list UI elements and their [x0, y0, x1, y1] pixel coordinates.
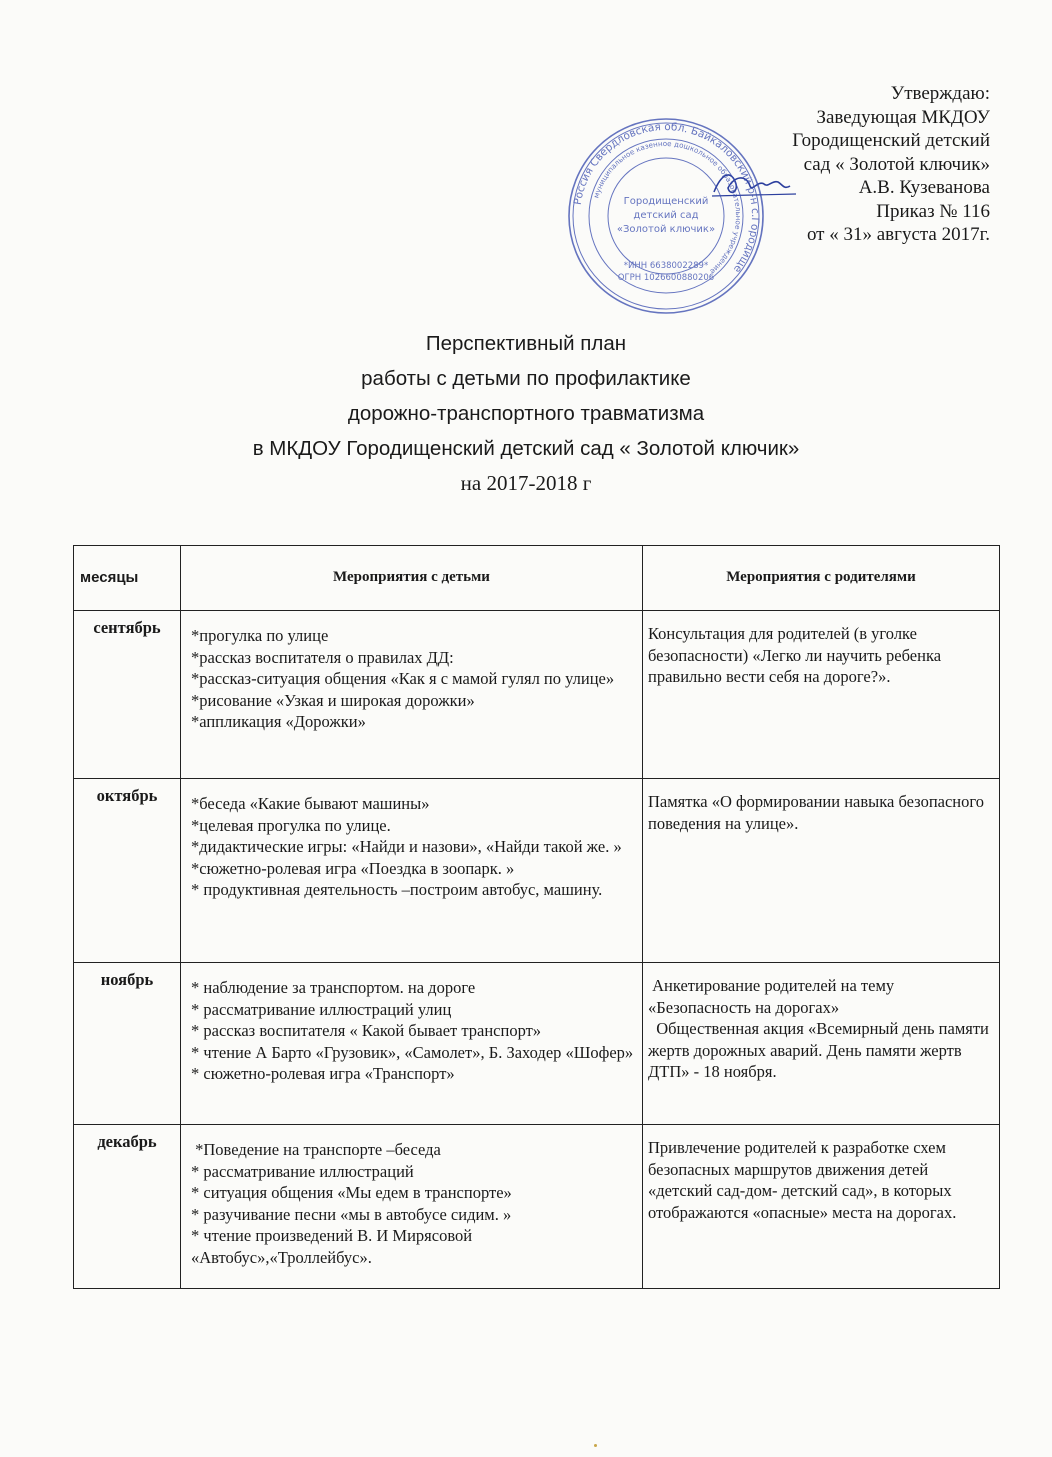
kids-activity: * наблюдение за транспортом. на дороге	[191, 978, 476, 997]
month-cell: ноябрь	[74, 963, 181, 1125]
month-cell: декабрь	[74, 1125, 181, 1289]
kids-activity: *рассказ-ситуация общения «Как я с мамой гулял по улице»	[191, 669, 615, 688]
kids-activity: *рассказ воспитателя о правилах ДД:	[191, 647, 454, 667]
kids-activity: * чтение произведений В. И Мирясовой «Автобус»,«Троллейбус».	[191, 1226, 473, 1267]
title-line-4: в МКДОУ Городищенский детский сад « Золотой ключик»	[252, 437, 800, 460]
kids-activities-cell	[181, 1125, 643, 1289]
approval-order-number: Приказ № 116	[876, 200, 990, 222]
kids-activity: * чтение А Барто «Грузовик», «Самолет», Б. Заходер «Шофер»	[191, 1042, 634, 1062]
parents-activity: Анкетирование родителей на тему «Безопасность на дорогах»	[648, 976, 899, 1017]
kids-activity: * сюжетно-ролевая игра «Транспорт»	[191, 1064, 455, 1083]
table-row	[74, 963, 1000, 1125]
header-months: месяцы	[74, 546, 181, 611]
scan-speck	[594, 1444, 597, 1447]
kids-activity: *целевая прогулка по улице.	[191, 815, 391, 835]
kids-activity: * ситуация общения «Мы едем в транспорте»	[191, 1183, 512, 1202]
parents-activities-cell	[643, 963, 1000, 1125]
kids-activity: *беседа «Какие бывают машины»	[191, 794, 430, 813]
kids-activity: *Поведение на транспорте –беседа	[191, 1140, 441, 1159]
stamp-outer-text: Россия Свердловская обл. Байкаловский р-н с.Городище	[571, 120, 762, 275]
kids-activities-cell	[181, 779, 643, 963]
parents-activities-cell	[643, 611, 1000, 779]
stamp-center-line-1: Городищенский	[623, 196, 709, 207]
month-cell: октябрь	[74, 779, 181, 963]
month-cell: сентябрь	[74, 611, 181, 779]
table-row	[74, 611, 1000, 779]
parents-activities-cell	[643, 1125, 1000, 1289]
table-header-row	[74, 546, 1000, 611]
document-title	[0, 326, 1052, 501]
plan-table	[73, 545, 1000, 1289]
kids-activity: *прогулка по улице	[191, 626, 329, 645]
approval-heading: Утверждаю:	[890, 83, 990, 104]
svg-text:муниципальное казенное дошколь	[591, 139, 743, 276]
table-row	[74, 779, 1000, 963]
kids-activity: *сюжетно-ролевая игра «Поездка в зоопарк. »	[191, 858, 515, 878]
kids-activity: *рисование «Узкая и широкая дорожки»	[191, 690, 475, 710]
parents-activity: Общественная акция «Всемирный день памяти жертв дорожных аварий. День памяти жертв ДТП» - 18 ноября.	[648, 1019, 994, 1081]
kids-activity: * рассказ воспитателя « Какой бывает транспорт»	[191, 1021, 542, 1040]
kids-activity: * рассматривание иллюстраций улиц	[191, 999, 452, 1019]
approval-org-line-1: Городищенский детский	[792, 130, 990, 151]
approval-order-date: от « 31» августа 2017г.	[806, 224, 990, 245]
approval-signatory: А.В. Кузеванова	[858, 177, 990, 198]
parents-activity: Привлечение родителей к разработке схем безопасных маршрутов движения детей «детский сад-дом- детский сад», в которых отображаются «опасные» места на дорогах.	[648, 1138, 957, 1222]
approval-org-line-2: сад « Золотой ключик»	[803, 153, 990, 175]
table-row	[74, 1125, 1000, 1289]
approval-position: Заведующая МКДОУ	[816, 106, 990, 128]
parents-activities-cell	[643, 779, 1000, 963]
kids-activity: * разучивание песни «мы в автобусе сидим. »	[191, 1204, 512, 1224]
header-parents-activities: Мероприятия с родителями	[643, 546, 1000, 611]
kids-activity: * продуктивная деятельность –построим автобус, машину.	[191, 880, 603, 899]
stamp-ogrn: ОГРН 1026600880206	[617, 273, 715, 283]
kids-activity: * рассматривание иллюстраций	[191, 1161, 414, 1181]
official-stamp	[566, 116, 766, 316]
stamp-inner-text: муниципальное казенное дошкольное образовательное учреждение	[591, 138, 744, 277]
title-year: на 2017-2018 г	[460, 471, 592, 495]
header-kids-activities: Мероприятия с детьми	[181, 546, 643, 611]
parents-activity: Памятка «О формировании навыка безопасного поведения на улице».	[648, 792, 984, 833]
stamp-center-line-2: детский сад	[633, 210, 699, 221]
stamp-inn: *ИНН 6638002289*	[623, 261, 709, 271]
kids-activities-cell	[181, 963, 643, 1125]
parents-activity: Консультация для родителей (в уголке безопасности) «Легко ли научить ребенка правильно вести себя на дороге?».	[648, 624, 942, 686]
kids-activity: *дидактические игры: «Найди и назови», «Найди такой же. »	[191, 837, 622, 856]
title-line-1: Перспективный план	[425, 332, 627, 355]
title-line-3: дорожно-транспортного травматизма	[347, 402, 705, 425]
title-line-2: работы с детьми по профилактике	[361, 367, 691, 390]
kids-activities-cell	[181, 611, 643, 779]
kids-activity: *аппликация «Дорожки»	[191, 712, 366, 731]
stamp-center-line-3: «Золотой ключик»	[616, 224, 716, 235]
